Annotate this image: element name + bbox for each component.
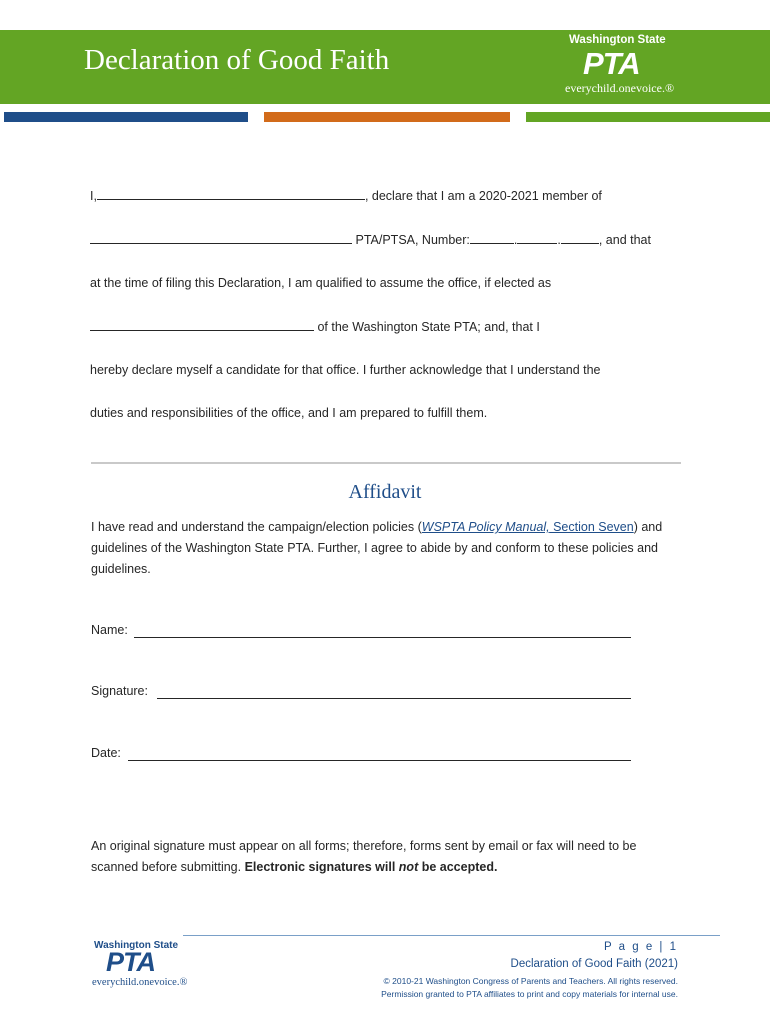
footer-logo-state: Washington State — [94, 940, 179, 951]
logo-brand: PTA — [583, 46, 640, 81]
declaration-and-that: , and that — [598, 233, 651, 247]
header-logo — [0, 0, 770, 110]
declaration-line-3: at the time of filing this Declaration, I am qualified to assume the office, if elected as — [90, 276, 552, 290]
stripe-blue — [4, 112, 248, 122]
name-label: Name: — [91, 623, 128, 637]
pta-number-blank-3[interactable] — [561, 232, 599, 244]
signature-note-bold — [245, 860, 498, 874]
date-label: Date: — [91, 746, 121, 760]
pta-name-blank[interactable] — [90, 232, 352, 244]
declaration-line-6: duties and responsibilities of the office, and I am prepared to fulfill them. — [90, 406, 488, 420]
affidavit-text-end: ) and guidelines of the Washington State PTA. Further, I agree to abide by and conform to these policies and guidelines. — [91, 520, 663, 576]
signature-note-bold-start: Electronic signatures will — [244, 860, 399, 874]
declaration-prefix: I, — [90, 189, 97, 203]
footer-rule — [183, 935, 720, 936]
signature-note — [91, 836, 681, 878]
signature-note-not: not — [398, 860, 419, 874]
logo-state: Washington State — [569, 34, 666, 46]
pta-number-label: PTA/PTSA, Number: — [355, 233, 470, 247]
signature-field[interactable] — [157, 698, 631, 699]
affidavit-text — [91, 517, 681, 580]
footer-logo-tagline: everychild.onevoice.® — [92, 977, 188, 988]
date-field[interactable] — [128, 760, 631, 761]
pta-number-blank-2[interactable] — [517, 232, 557, 244]
declaration-member-text: , declare that I am a 2020-2021 member of — [364, 189, 602, 203]
policy-manual-link[interactable] — [422, 520, 634, 534]
office-blank[interactable] — [90, 319, 314, 331]
footer-doc-title: Declaration of Good Faith (2021) — [510, 958, 678, 970]
footer-permission: Permission granted to PTA affiliates to print and copy materials for internal use. — [381, 989, 678, 999]
page-number: P a g e | 1 — [603, 941, 678, 953]
page-title: Declaration of Good Faith — [84, 44, 390, 76]
stripe-green — [526, 112, 770, 122]
section-divider — [91, 462, 681, 464]
declaration-line-5: hereby declare myself a candidate for that office. I further acknowledge that I understand the — [90, 363, 601, 377]
pta-number-blank-1[interactable] — [470, 232, 514, 244]
logo-tagline: everychild.onevoice.® — [565, 81, 675, 95]
declaration-line-4 — [90, 319, 540, 334]
signature-note-text: An original signature must appear on all forms; therefore, forms sent by email or fax will need to be scanned before submitting. — [91, 839, 637, 874]
declaration-line-2: PTA/PTSA, Number: . . , and that — [90, 232, 651, 247]
member-name-blank[interactable] — [97, 188, 365, 200]
footer-copyright: © 2010-21 Washington Congress of Parents and Teachers. All rights reserved. — [383, 976, 678, 986]
signature-label: Signature: — [91, 684, 148, 698]
name-field[interactable] — [134, 637, 631, 638]
declaration-line-1 — [90, 188, 602, 203]
policy-manual-link-italic: WSPTA Policy Manual, — [421, 520, 550, 534]
stripe-orange — [264, 112, 510, 122]
declaration-office-text: of the Washington State PTA; and, that I — [317, 320, 540, 334]
footer-logo-brand: PTA — [106, 947, 155, 977]
policy-manual-link-rest: Section Seven — [549, 520, 634, 534]
affidavit-text-start: I have read and understand the campaign/election policies ( — [91, 520, 422, 534]
affidavit-heading: Affidavit — [348, 481, 422, 503]
signature-note-bold-end: be accepted. — [418, 860, 498, 874]
